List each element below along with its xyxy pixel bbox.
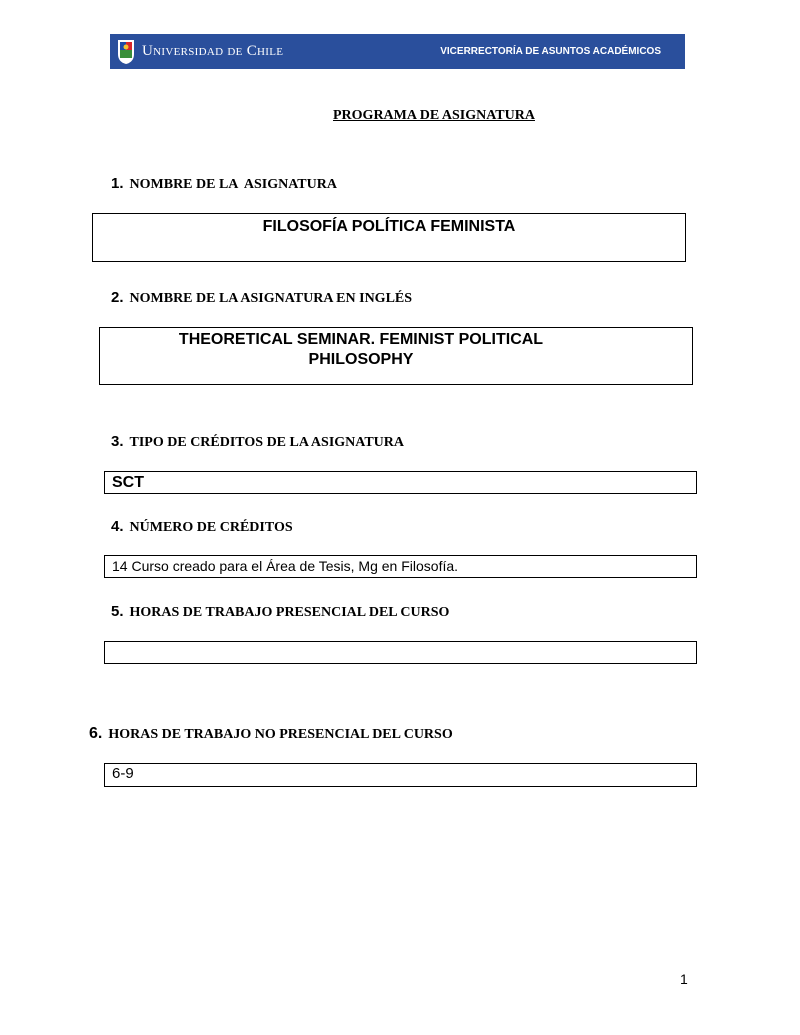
section-3-number: 3.: [111, 433, 124, 450]
section-1-heading: [111, 175, 337, 193]
university-name: Universidad de Chile: [142, 43, 284, 59]
section-1-number: 1.: [111, 175, 124, 192]
header-banner: [110, 34, 685, 69]
section-4-number: 4.: [111, 518, 124, 535]
section-6-heading: [89, 725, 453, 743]
university-crest-icon: [116, 38, 136, 65]
section-2-value-line-1: THEORETICAL SEMINAR. FEMINIST POLITICAL: [178, 331, 544, 348]
section-5-heading: [111, 603, 449, 621]
page-number: 1: [680, 971, 688, 987]
vicerrectoria-label: VICERRECTORÍA DE ASUNTOS ACADÉMICOS: [440, 46, 661, 57]
section-5-number: 5.: [111, 603, 124, 620]
section-3-label: TIPO DE CRÉDITOS DE LA ASIGNATURA: [129, 435, 405, 450]
section-2-label: NOMBRE DE LA ASIGNATURA EN INGLÉS: [129, 291, 413, 306]
section-6-number: 6.: [89, 725, 103, 742]
section-4-label: NÚMERO DE CRÉDITOS: [129, 520, 293, 535]
section-4-value-box: [104, 555, 697, 578]
section-1-label: NOMBRE DE LA ASIGNATURA: [129, 177, 337, 192]
section-5-value-box: [104, 641, 697, 664]
section-6-value: 6-9: [112, 765, 134, 782]
section-3-heading: [111, 433, 404, 451]
section-2-heading: [111, 289, 412, 307]
section-4-heading: [111, 518, 293, 536]
section-3-value-box: [104, 471, 697, 494]
section-2-number: 2.: [111, 289, 124, 306]
section-1-value-box: [92, 213, 686, 262]
document-title: PROGRAMA DE ASIGNATURA: [333, 108, 535, 123]
section-6-value-box: [104, 763, 697, 787]
section-5-label: HORAS DE TRABAJO PRESENCIAL DEL CURSO: [129, 605, 450, 620]
section-2-value-line-2: PHILOSOPHY: [308, 351, 414, 368]
section-3-value: SCT: [112, 474, 144, 491]
section-1-value: FILOSOFÍA POLÍTICA FEMINISTA: [262, 218, 516, 235]
section-6-label: HORAS DE TRABAJO NO PRESENCIAL DEL CURSO: [108, 727, 453, 742]
section-4-value: 14 Curso creado para el Área de Tesis, Mg en Filosofía.: [112, 558, 459, 574]
section-2-value-box: [99, 327, 693, 385]
